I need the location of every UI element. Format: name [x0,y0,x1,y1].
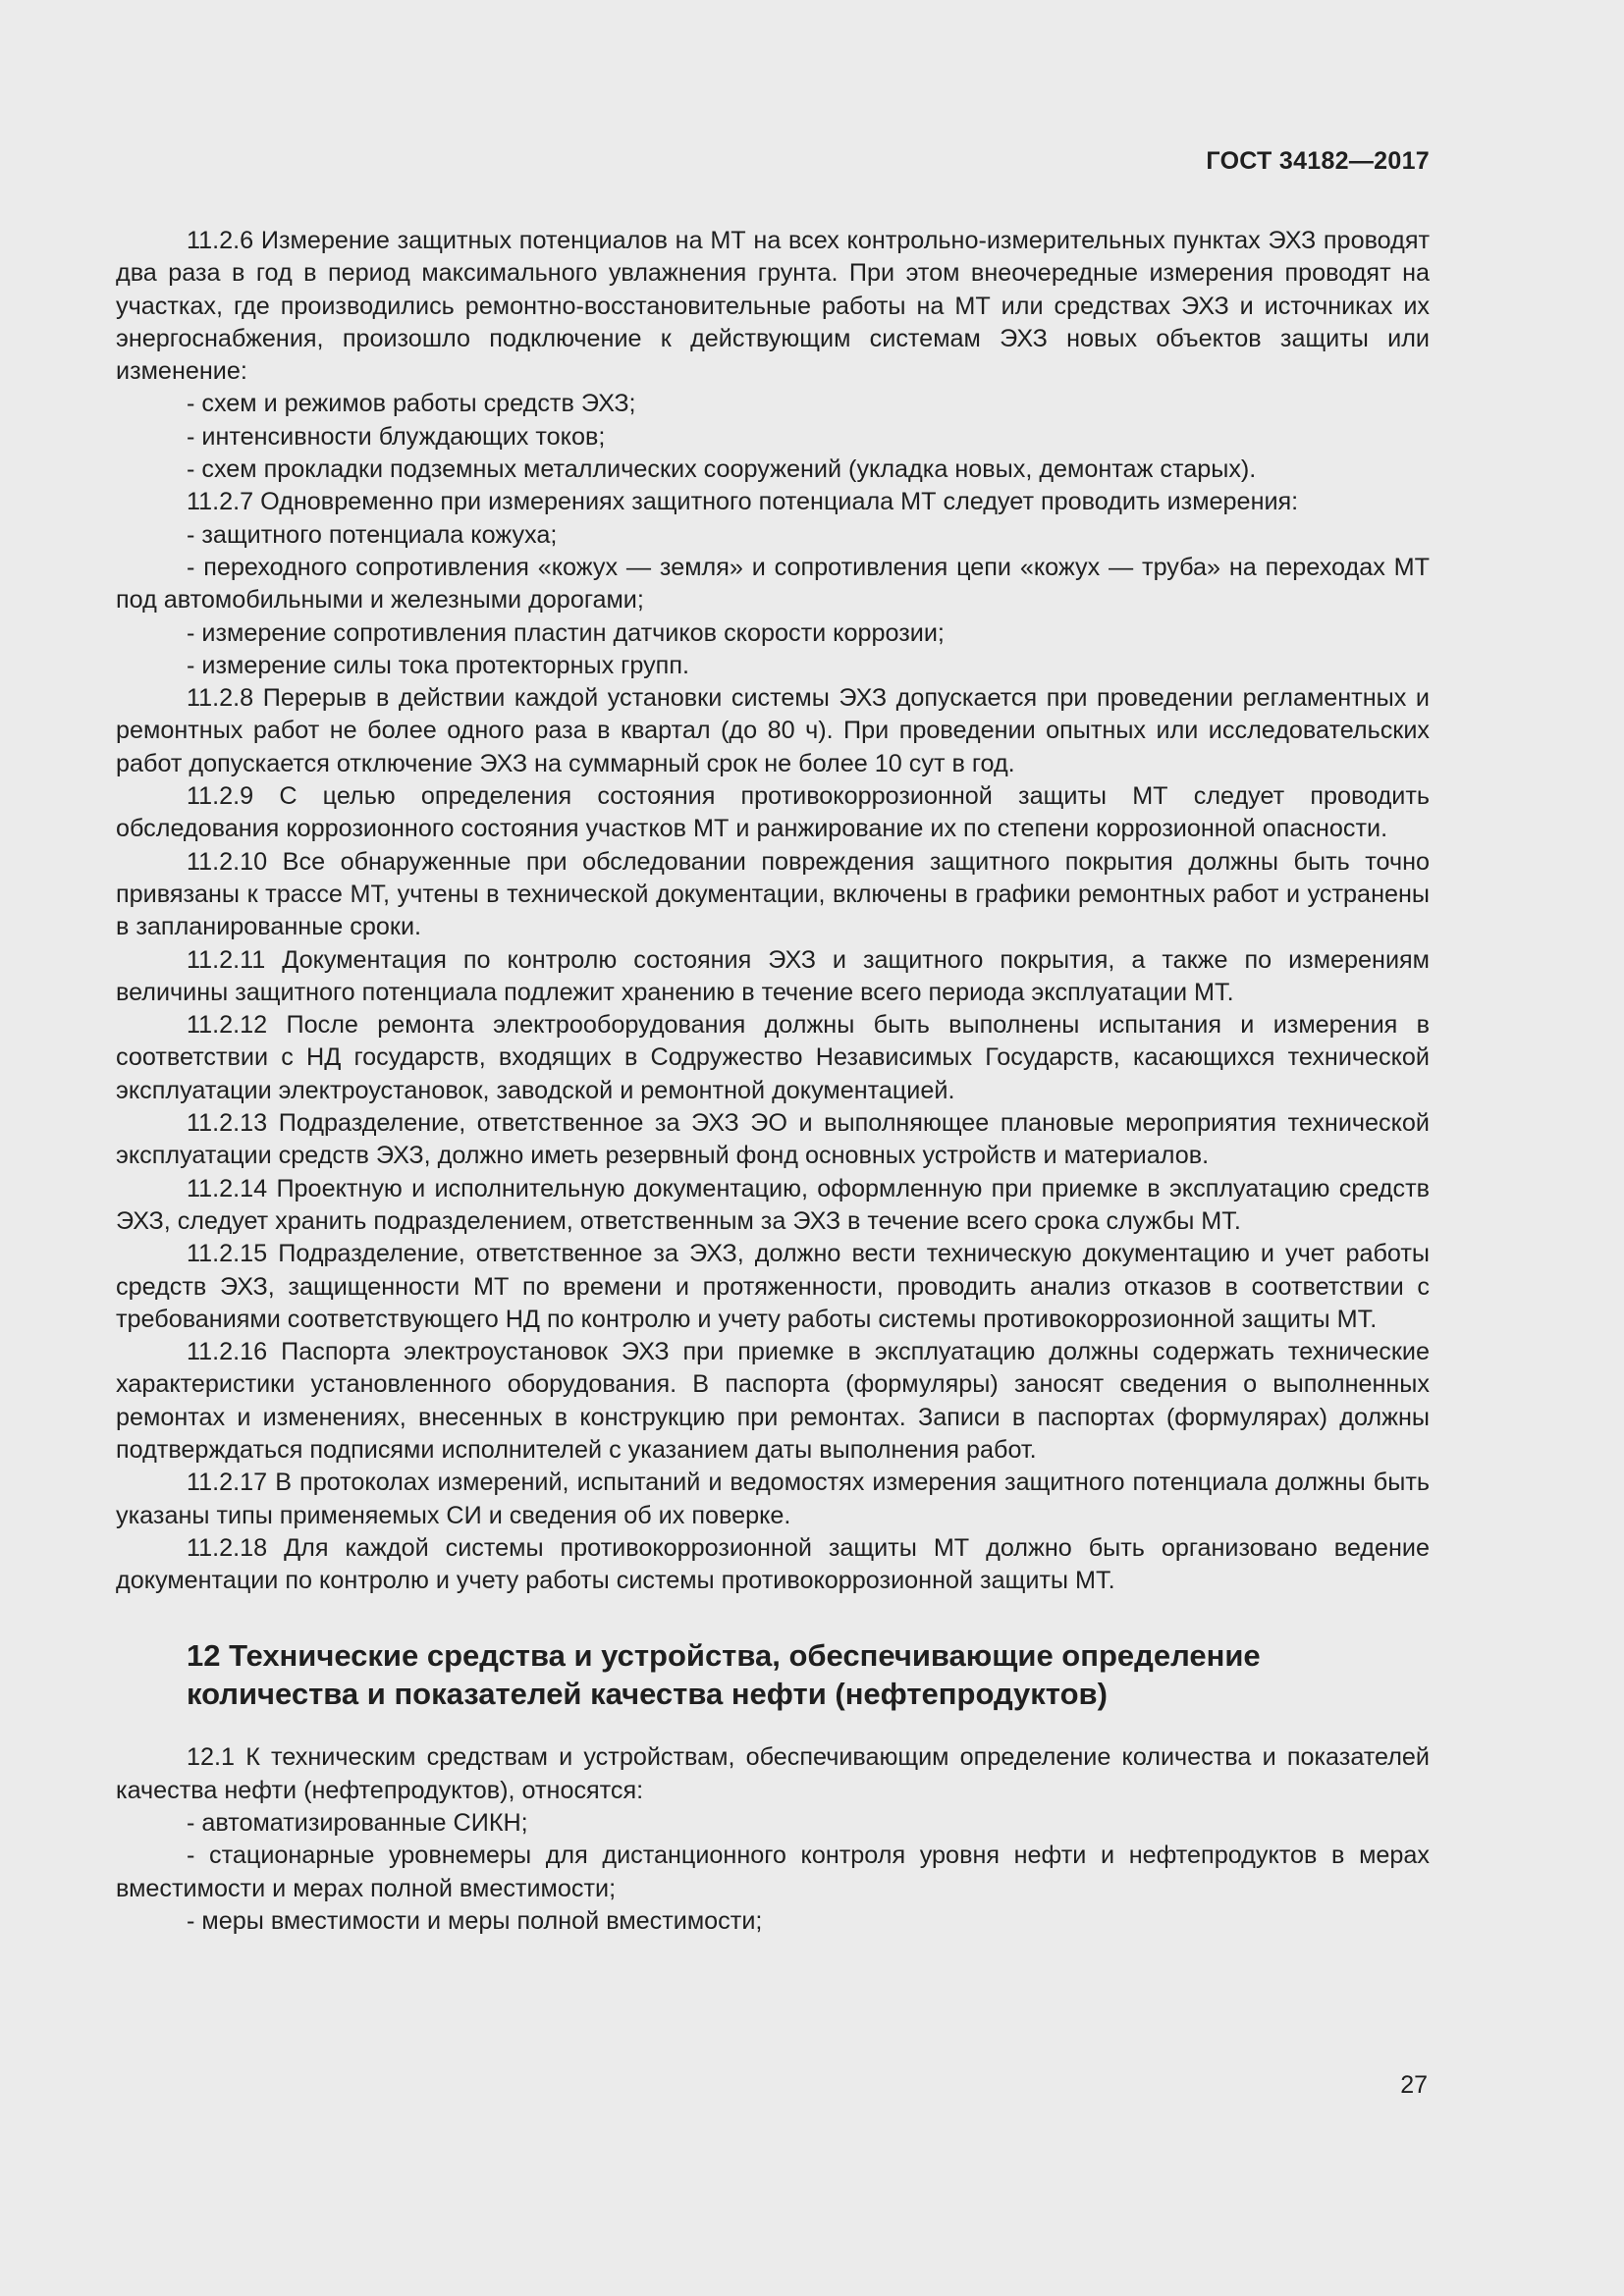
paragraph: 11.2.11 Документация по контролю состояния ЭХЗ и защитного покрытия, а также по измерениям величины защитного потенциала подлежит хранению в течение всего периода эксплуатации МТ. [116,945,1430,1006]
paragraph: 11.2.15 Подразделение, ответственное за ЭХЗ, должно вести техническую документацию и учет работы средств ЭХЗ, защищенности МТ по времени и протяженности, проводить анализ отказов в соответствии с требованиями соответствующего НД по контролю и учету работы системы противокоррозионной защиты МТ. [116,1240,1430,1333]
list-item: - защитного потенциала кожуха; [187,520,558,549]
document-header: ГОСТ 34182—2017 [1206,147,1430,175]
paragraph: 12.1 К техническим средствам и устройствам, обеспечивающим определение количества и показателей качества нефти (нефтепродуктов), относятся: [116,1743,1430,1804]
page-number: 27 [1400,2071,1428,2099]
paragraph: 11.2.18 Для каждой системы противокоррозионной защиты МТ должно быть организовано ведение документации по контролю и учету работы системы противокоррозионной защиты МТ. [116,1533,1430,1595]
paragraph: 11.2.7 Одновременно при измерениях защитного потенциала МТ следует проводить измерения: [187,488,1299,516]
paragraph: 11.2.16 Паспорта электроустановок ЭХЗ при приемке в эксплуатацию должны содержать технические характеристики установленного оборудования. В паспорта (формуляры) заносят сведения о выполненных ремонтах и изменениях, внесенных в конструкцию при ремонтах. Записи в паспортах (формулярах) должны подтверждаться подписями исполнителей с указанием даты выполнения работ. [116,1338,1430,1464]
paragraph: 11.2.9 С целью определения состояния противокоррозионной защиты МТ следует проводить обследования коррозионного состояния участков МТ и ранжирование их по степени коррозионной опасности. [116,782,1430,843]
list-item: - переходного сопротивления «кожух — земля» и сопротивления цепи «кожух — труба» на переходах МТ под автомобильными и железными дорогами; [116,553,1430,614]
paragraph: 11.2.12 После ремонта электрооборудования должны быть выполнены испытания и измерения в соответствии с НД государств, входящих в Содружество Независимых Государств, касающихся технической эксплуатации электроустановок, заводской и ремонтной документацией. [116,1011,1430,1104]
list-item: - схем и режимов работы средств ЭХЗ; [187,390,636,418]
paragraph: 11.2.8 Перерыв в действии каждой установки системы ЭХЗ допускается при проведении регламентных и ремонтных работ не более одного раза в квартал (до 80 ч). При проведении опытных или исследовательских работ допускается отключение ЭХЗ на суммарный срок не более 10 сут в год. [116,684,1430,777]
paragraph: 11.2.17 В протоколах измерений, испытаний и ведомостях измерения защитного потенциала должны быть указаны типы применяемых СИ и сведения об их поверке. [116,1468,1430,1529]
document-body [116,225,1430,1938]
paragraph: 11.2.6 Измерение защитных потенциалов на МТ на всех контрольно-измерительных пунктах ЭХЗ проводят два раза в год в период максимального увлажнения грунта. При этом внеочередные измерения проводят на участках, где производились ремонтно-восстановительные работы на МТ или средствах ЭХЗ и источниках их энергоснабжения, произошло подключение к действующим системам ЭХЗ новых объектов защиты или изменение: [116,227,1430,386]
list-item: - стационарные уровнемеры для дистанционного контроля уровня нефти и нефтепродуктов в мерах вместимости и мерах полной вместимости; [116,1842,1430,1902]
section-heading: 12 Технические средства и устройства, обеспечивающие определение количества и показателей качества нефти (нефтепродуктов) [187,1638,1261,1712]
list-item: - схем прокладки подземных металлических сооружений (укладка новых, демонтаж старых). [187,455,1257,484]
list-item: - измерение сопротивления пластин датчиков скорости коррозии; [187,618,945,647]
paragraph: 11.2.14 Проектную и исполнительную документацию, оформленную при приемке в эксплуатацию средств ЭХЗ, следует хранить подразделением, ответственным за ЭХЗ в течение всего срока службы МТ. [116,1174,1430,1235]
list-item: - интенсивности блуждающих токов; [187,422,606,451]
paragraph: 11.2.10 Все обнаруженные при обследовании повреждения защитного покрытия должны быть точно привязаны к трассе МТ, учтены в технической документации, включены в графики ремонтных работ и устранены в запланированные сроки. [116,847,1430,941]
list-item: - автоматизированные СИКН; [187,1809,528,1838]
paragraph: 11.2.13 Подразделение, ответственное за ЭХЗ ЭО и выполняющее плановые мероприятия технической эксплуатации средств ЭХЗ, должно иметь резервный фонд основных устройств и материалов. [116,1109,1430,1170]
list-item: - меры вместимости и меры полной вместимости; [187,1906,763,1935]
list-item: - измерение силы тока протекторных групп. [187,651,689,679]
